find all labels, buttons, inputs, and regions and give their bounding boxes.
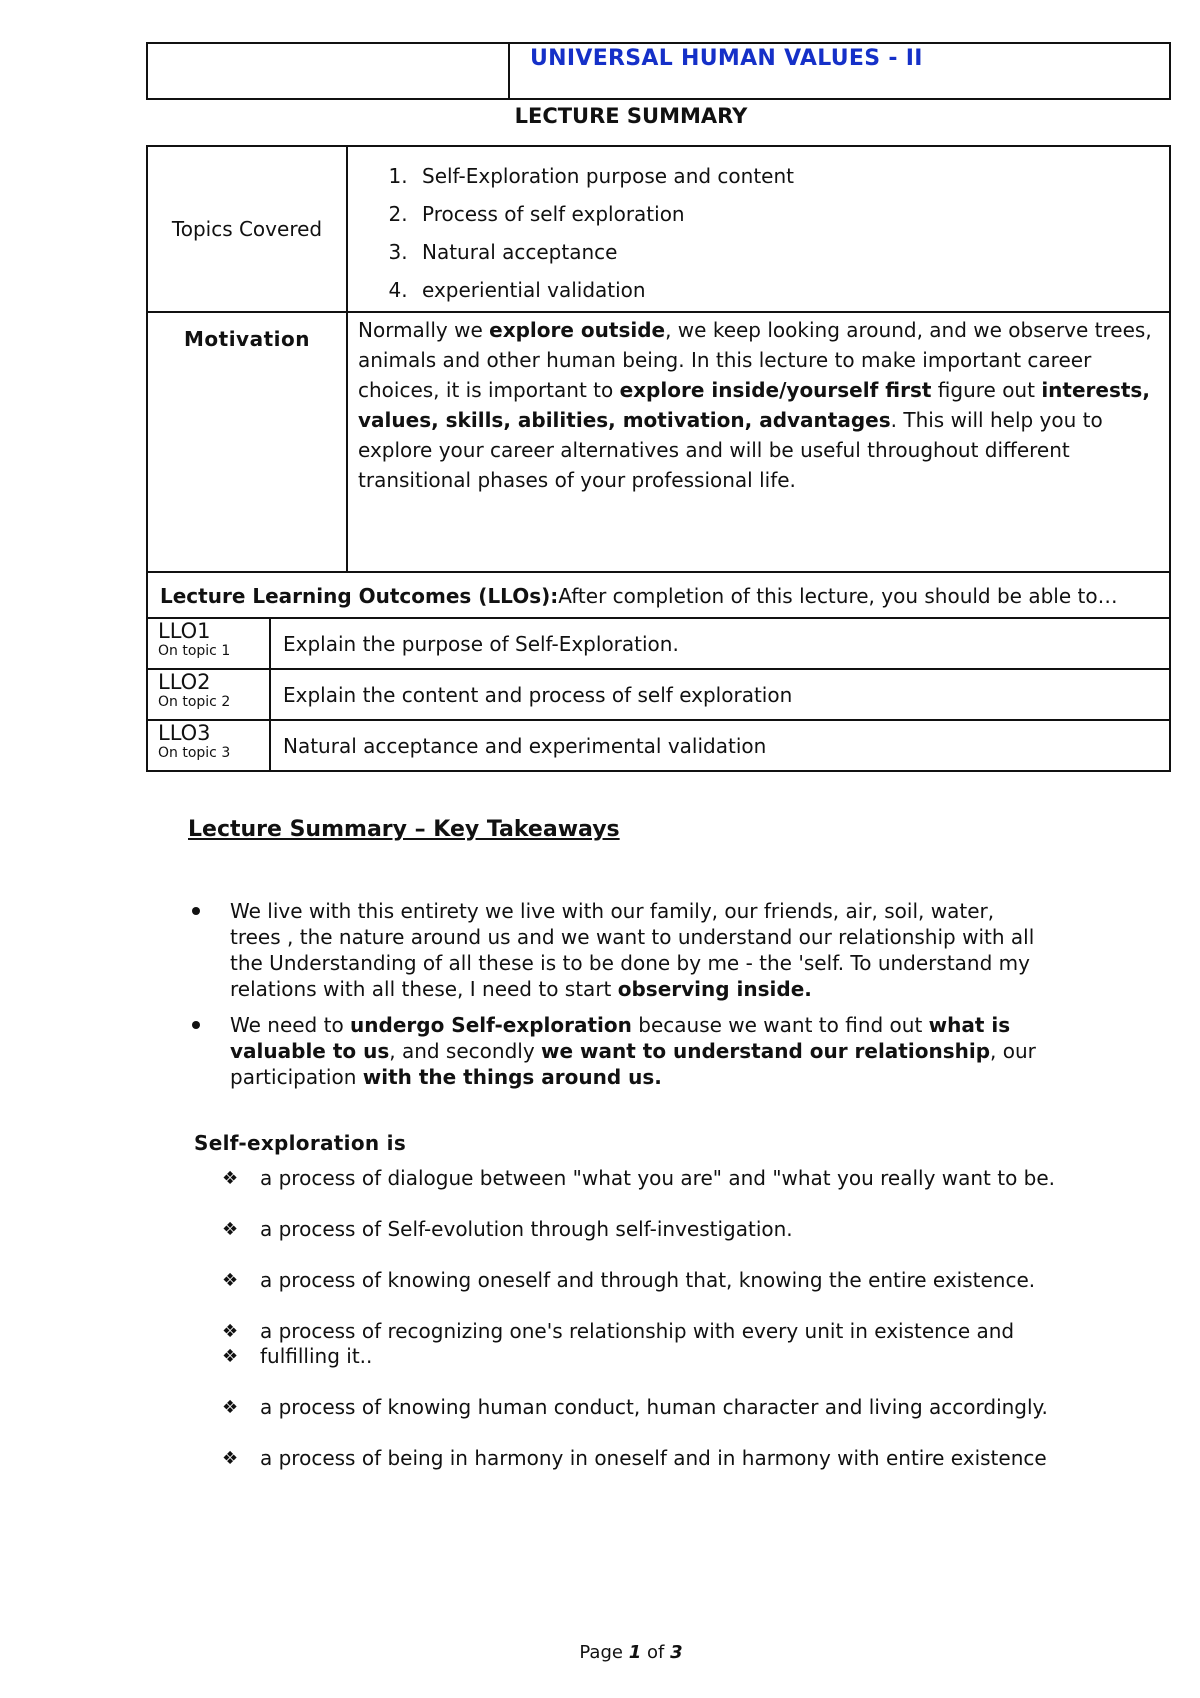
diamond-bullet-icon: ❖: [222, 1219, 239, 1240]
self-exploration-item: [222, 1319, 1082, 1344]
takeaway-text: , and secondly: [389, 1039, 542, 1063]
bullet-icon: [192, 1021, 200, 1029]
takeaway-item: [188, 1012, 1048, 1090]
llo-intro-text: After completion of this lecture, you should be able to…: [558, 584, 1118, 608]
motivation-text-3: figure out: [931, 378, 1042, 402]
takeaway-bold: what is valuable to us: [230, 1013, 1011, 1063]
topics-label: Topics Covered: [147, 146, 347, 312]
topics-row: [147, 146, 1170, 312]
topic-item: 3. Natural acceptance: [414, 233, 1169, 271]
self-exploration-text: a process of being in harmony in oneself and in harmony with entire existence: [260, 1446, 1047, 1470]
llo-row: [148, 619, 1169, 669]
self-exploration-item: [222, 1217, 1082, 1242]
llo-rows-container: [147, 618, 1170, 771]
self-exploration-text: a process of knowing human conduct, human character and living accordingly.: [260, 1395, 1048, 1419]
takeaway-text: We live with this entirety we live with our family, our friends, air, soil, water, trees , the nature around us and we want to understand our relationship with all the Understanding of all these is to be done by me - the 'self. To understand my relations with all these, I need to start: [230, 899, 1035, 1001]
bullet-icon: [192, 907, 200, 915]
takeaway-text: We need to: [230, 1013, 351, 1037]
key-takeaways-heading: Lecture Summary – Key Takeaways: [188, 817, 620, 842]
llo-intro-row: [147, 572, 1170, 618]
motivation-bold-1: explore outside: [489, 318, 666, 342]
takeaway-bold: observing inside.: [617, 977, 812, 1001]
motivation-label: Motivation: [147, 312, 347, 572]
of-word: of: [646, 1642, 665, 1663]
llo-row: [148, 669, 1169, 720]
self-exploration-item: [222, 1268, 1082, 1293]
motivation-row: [147, 312, 1170, 572]
page-word: Page: [579, 1642, 623, 1663]
diamond-bullet-icon: ❖: [222, 1448, 239, 1469]
llo-topic: On topic 2: [158, 694, 231, 710]
page-total: 3: [670, 1642, 683, 1663]
topic-item: 1. Self-Exploration purpose and content: [414, 157, 1169, 195]
motivation-text: [347, 312, 1170, 572]
self-exploration-text: a process of Self-evolution through self-investigation.: [260, 1217, 793, 1241]
self-exploration-item: [222, 1344, 1082, 1369]
lecture-summary-table: [146, 145, 1171, 772]
motivation-text-2: , we keep looking around, and we observe trees, animals and other human being. In this lecture to make important career choices, it is important to: [358, 318, 1152, 402]
llo-row: [148, 720, 1169, 770]
llo-code: LLO2: [158, 670, 211, 694]
llo-topic: On topic 1: [158, 643, 231, 659]
llo-code-cell: [148, 720, 270, 770]
topic-item: 4. experiential validation: [414, 271, 1169, 309]
takeaway-bold: with the things around us.: [362, 1065, 662, 1089]
self-exploration-text: a process of dialogue between "what you are" and "what you really want to be.: [260, 1166, 1056, 1190]
llo-code-cell: [148, 669, 270, 720]
llo-intro-label: Lecture Learning Outcomes (LLOs):: [160, 584, 559, 608]
header-logo-cell: [148, 44, 510, 98]
self-exploration-item: [222, 1446, 1082, 1471]
llo-description: Explain the purpose of Self-Exploration.: [283, 631, 679, 656]
llo-code: LLO3: [158, 721, 211, 745]
self-exploration-heading: Self-exploration is: [194, 1131, 407, 1155]
diamond-bullet-icon: ❖: [222, 1346, 239, 1367]
self-exploration-text: fulfilling it..: [260, 1344, 373, 1368]
self-exploration-item: [222, 1166, 1082, 1191]
motivation-text-4: . This will help you to explore your career alternatives and will be useful throughout different transitional phases of your professional life.: [358, 408, 1103, 492]
course-title: UNIVERSAL HUMAN VALUES - II: [530, 46, 923, 71]
takeaway-bold: we want to understand our relationship: [541, 1039, 991, 1063]
page-number: 1: [628, 1642, 642, 1663]
motivation-bold-2: explore inside/yourself first: [619, 378, 932, 402]
section-title: LECTURE SUMMARY: [514, 104, 748, 128]
self-exploration-text: a process of knowing oneself and through that, knowing the entire existence.: [260, 1268, 1036, 1292]
takeaways-list: [188, 898, 1048, 1100]
llo-table: [148, 619, 1169, 770]
llo-table-cell: [147, 618, 1170, 771]
diamond-bullet-icon: ❖: [222, 1270, 239, 1291]
motivation-bold-3: interests, values, skills, abilities, motivation, advantages: [358, 378, 1150, 432]
takeaway-bold: undergo Self-exploration: [350, 1013, 632, 1037]
diamond-bullet-icon: ❖: [222, 1321, 239, 1342]
diamond-bullet-icon: ❖: [222, 1168, 239, 1189]
header-title-cell: [510, 44, 1169, 98]
takeaway-text: because we want to find out: [631, 1013, 929, 1037]
topic-item: 2. Process of self exploration: [414, 195, 1169, 233]
llo-code: LLO1: [158, 619, 211, 643]
llo-topic: On topic 3: [158, 745, 231, 761]
topics-list: [348, 157, 1169, 309]
header-box: [146, 42, 1171, 100]
llo-description: Explain the content and process of self exploration: [270, 669, 1169, 720]
diamond-bullet-icon: ❖: [222, 1397, 239, 1418]
self-exploration-text: a process of recognizing one's relationship with every unit in existence and: [260, 1319, 1015, 1343]
llo-code-cell: [148, 619, 270, 669]
self-exploration-list: [222, 1166, 1082, 1471]
llo-intro: [147, 572, 1170, 618]
llo-description: Natural acceptance and experimental validation: [270, 720, 1169, 770]
motivation-text-1: Normally we: [358, 318, 490, 342]
takeaway-item: [188, 898, 1048, 1002]
takeaway-text: , our participation: [230, 1039, 1036, 1089]
self-exploration-item: [222, 1395, 1082, 1420]
topics-cell: [347, 146, 1170, 312]
page-footer: [0, 1642, 1200, 1663]
